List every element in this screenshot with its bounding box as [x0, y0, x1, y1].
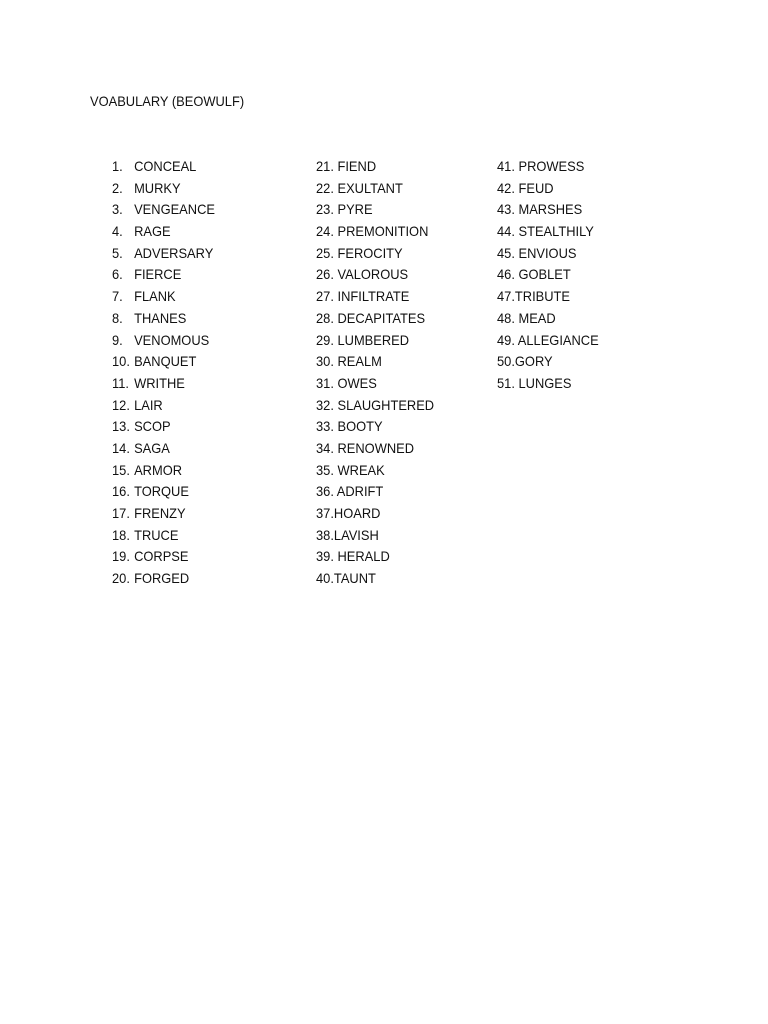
vocab-item-number: 28.	[316, 309, 334, 326]
vocab-item	[497, 264, 599, 286]
vocab-item-word: EXULTANT	[337, 179, 403, 196]
vocab-item	[316, 460, 434, 482]
vocab-item-word: DECAPITATES	[337, 309, 426, 326]
vocab-item-number: 45.	[497, 244, 515, 261]
vocab-item-word: HOARD	[333, 505, 381, 521]
vocab-item-number: 43.	[497, 201, 515, 218]
vocab-item	[112, 438, 215, 460]
vocab-item-word: FIEND	[337, 158, 377, 174]
vocab-item	[112, 330, 215, 352]
vocab-item	[112, 264, 215, 286]
vocab-item	[112, 568, 215, 590]
vocab-item-word: TRIBUTE	[514, 288, 571, 305]
vocab-item-word: ARMOR	[134, 461, 183, 478]
vocab-item-number: 51.	[497, 374, 515, 391]
vocab-item-word: VALOROUS	[337, 266, 409, 283]
vocab-item-number: 42.	[497, 179, 515, 196]
vocab-item-number: 37.	[316, 505, 334, 521]
vocab-item-number: 48.	[497, 309, 515, 326]
vocab-item	[497, 156, 599, 178]
vocab-item	[316, 221, 434, 243]
document-title: VOABULARY (BEOWULF)	[90, 93, 245, 109]
vocab-item-number: 18.	[112, 526, 130, 543]
vocab-item-word: ADRIFT	[336, 483, 384, 500]
vocab-item-number: 40.	[316, 570, 334, 587]
vocab-item-word: HERALD	[337, 548, 390, 565]
vocab-item	[316, 525, 434, 547]
vocab-item-word: SCOP	[134, 418, 171, 435]
vocab-item-word: LAIR	[134, 396, 163, 413]
vocab-item-word: LUMBERED	[337, 331, 410, 348]
vocab-item-word: PROWESS	[518, 158, 585, 174]
vocab-item-number: 34.	[316, 439, 334, 456]
vocab-item-number: 36.	[316, 483, 334, 500]
vocab-item-number: 8.	[112, 309, 123, 326]
vocab-item	[112, 503, 215, 525]
vocab-item-number: 35.	[316, 461, 334, 478]
vocab-item	[316, 373, 434, 395]
vocab-item-word: VENGEANCE	[134, 201, 215, 218]
vocab-item	[316, 438, 434, 460]
vocab-item-word: RAGE	[134, 223, 171, 240]
vocab-item-word: SAGA	[134, 439, 170, 456]
vocab-item-word: CORPSE	[134, 548, 189, 565]
vocab-item-number: 29.	[316, 331, 334, 348]
vocab-item	[112, 286, 215, 308]
vocab-item-number: 16.	[112, 483, 130, 500]
vocab-item-number: 17.	[112, 505, 130, 521]
vocab-item	[112, 243, 215, 265]
vocab-item	[316, 351, 434, 373]
vocab-item-number: 49.	[497, 331, 515, 348]
vocab-item-number: 5.	[112, 244, 123, 261]
vocab-item	[316, 330, 434, 352]
vocab-item-number: 30.	[316, 353, 334, 370]
vocab-item-word: TAUNT	[333, 570, 376, 587]
vocab-item-number: 12.	[112, 396, 130, 413]
vocab-item	[112, 221, 215, 243]
vocab-item-word: CONCEAL	[134, 158, 197, 174]
vocab-item	[112, 199, 215, 221]
vocab-item	[112, 308, 215, 330]
vocab-item-number: 7.	[112, 288, 123, 305]
vocab-item-word: FIERCE	[134, 266, 182, 283]
vocab-item-word: MEAD	[518, 309, 556, 326]
vocab-item-number: 6.	[112, 266, 123, 283]
vocab-item-word: WREAK	[337, 461, 385, 478]
vocab-item-word: MURKY	[134, 179, 181, 196]
vocab-item-word: BOOTY	[337, 418, 383, 435]
vocab-item-number: 27.	[316, 288, 334, 305]
vocab-item-number: 38.	[316, 526, 334, 543]
vocab-item-word: TRUCE	[134, 526, 179, 543]
vocab-item	[316, 546, 434, 568]
vocab-item-number: 33.	[316, 418, 334, 435]
vocab-item-number: 13.	[112, 418, 130, 435]
vocab-column-3	[497, 156, 608, 395]
vocab-item-word: OWES	[337, 374, 377, 391]
vocab-item-number: 1.	[112, 158, 123, 174]
vocab-item-word: INFILTRATE	[337, 288, 410, 305]
vocab-item-word: PYRE	[337, 201, 373, 218]
vocab-item	[316, 416, 434, 438]
vocab-item	[112, 546, 215, 568]
vocab-item-number: 22.	[316, 179, 334, 196]
vocab-item-number: 47.	[497, 288, 515, 305]
vocab-item-word: TORQUE	[134, 483, 189, 500]
vocab-item	[497, 308, 599, 330]
vocab-item	[112, 460, 215, 482]
vocab-item	[316, 481, 434, 503]
vocab-item-number: 11.	[112, 374, 129, 391]
vocab-item-number: 26.	[316, 266, 334, 283]
vocab-item	[316, 243, 434, 265]
vocab-item-word: GOBLET	[518, 266, 571, 283]
vocab-item-number: 24.	[316, 223, 334, 240]
vocab-item-word: RENOWNED	[337, 439, 415, 456]
vocab-item	[497, 243, 599, 265]
vocab-item-number: 19.	[112, 548, 130, 565]
vocab-item-word: ENVIOUS	[518, 244, 577, 261]
vocab-item-number: 46.	[497, 266, 515, 283]
vocab-item-word: SLAUGHTERED	[337, 396, 435, 413]
vocab-item-number: 41.	[497, 158, 515, 174]
vocab-item-number: 39.	[316, 548, 334, 565]
vocab-item	[112, 481, 215, 503]
vocab-item	[316, 156, 434, 178]
vocab-item-word: MARSHES	[518, 201, 583, 218]
vocab-item	[497, 178, 599, 200]
vocab-item-word: WRITHE	[134, 374, 185, 391]
vocab-item-number: 9.	[112, 331, 123, 348]
vocab-item-number: 31.	[316, 374, 334, 391]
vocab-item	[112, 416, 215, 438]
vocab-item-number: 23.	[316, 201, 334, 218]
vocab-item-word: FORGED	[134, 570, 190, 587]
vocab-item	[497, 286, 599, 308]
vocab-item-word: LAVISH	[333, 526, 379, 543]
vocab-item	[316, 568, 434, 590]
vocab-item	[112, 351, 215, 373]
vocab-item-number: 2.	[112, 179, 123, 196]
vocab-item	[497, 199, 599, 221]
vocab-item	[112, 525, 215, 547]
vocab-item	[316, 395, 434, 417]
vocab-item-word: LUNGES	[518, 374, 572, 391]
vocab-item-word: FEUD	[518, 179, 554, 196]
vocab-item-number: 25.	[316, 244, 334, 261]
vocab-item	[497, 351, 599, 373]
vocab-item-number: 10.	[112, 353, 130, 370]
vocab-item	[316, 286, 434, 308]
vocab-item	[497, 373, 599, 395]
vocab-item-word: FLANK	[134, 288, 176, 305]
vocab-item	[112, 156, 215, 178]
vocab-item-number: 20.	[112, 570, 130, 587]
vocab-item-word: STEALTHILY	[518, 223, 594, 240]
vocab-item	[316, 199, 434, 221]
vocab-item	[316, 503, 434, 525]
vocab-item-word: BANQUET	[134, 353, 197, 370]
vocab-item-number: 50.	[497, 353, 515, 370]
vocab-item-number: 4.	[112, 223, 123, 240]
vocab-item	[112, 395, 215, 417]
vocab-item	[316, 264, 434, 286]
vocab-item-number: 44.	[497, 223, 515, 240]
vocab-item	[112, 178, 215, 200]
vocab-item-word: PREMONITION	[337, 223, 429, 240]
vocab-item	[112, 373, 215, 395]
vocab-item-word: GORY	[514, 353, 553, 370]
vocab-item-number: 14.	[112, 439, 130, 456]
vocab-item-word: ALLEGIANCE	[517, 331, 599, 348]
vocab-item-number: 3.	[112, 201, 123, 218]
vocab-item-word: VENOMOUS	[134, 331, 210, 348]
vocab-item-word: REALM	[337, 353, 382, 370]
vocab-column-2	[316, 156, 444, 590]
vocab-item-number: 32.	[316, 396, 334, 413]
vocab-item-word: THANES	[134, 309, 187, 326]
vocab-item	[497, 221, 599, 243]
vocab-item-word: FRENZY	[134, 505, 186, 521]
vocab-item	[497, 330, 599, 352]
vocab-item-number: 21.	[316, 158, 334, 174]
vocab-item	[316, 178, 434, 200]
vocab-item-word: ADVERSARY	[134, 244, 214, 261]
vocab-item-number: 15.	[112, 461, 130, 478]
vocab-item-word: FEROCITY	[337, 244, 403, 261]
vocab-item	[316, 308, 434, 330]
vocab-column-1	[112, 156, 224, 590]
